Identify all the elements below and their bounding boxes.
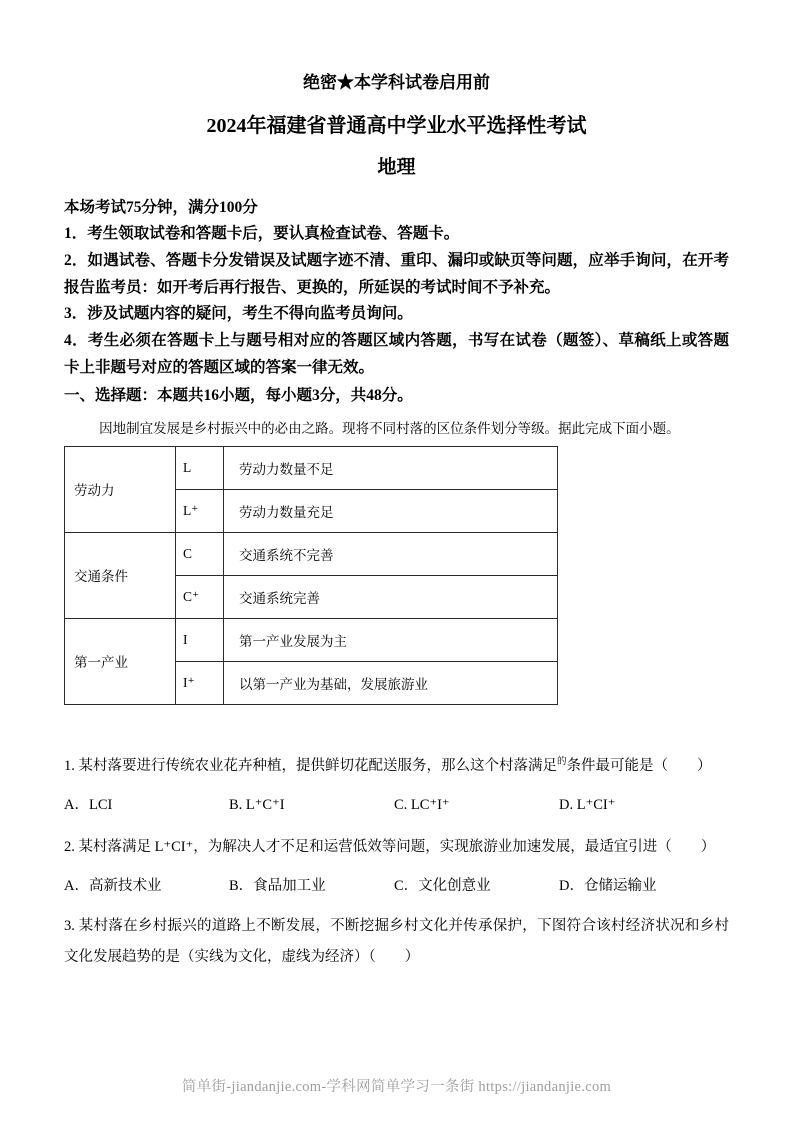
desc-cell: 交通系统完善 [224,575,558,618]
instruction-2: 2．如遇试卷、答题卡分发错误及试题字迹不清、重印、漏印或缺页等问题，应举手询问，在开考报告监考员：如开考后再行报告、更换的，所延误的考试时间不予补充。 [64,252,729,296]
q2-option-b: B．食品加工业 [229,878,326,895]
secrecy-notice: 绝密★本学科试卷启用前 [303,73,490,92]
footer-watermark: 简单街-jiandanjie.com-学科网简单学习一条街 https://jiandanjie.com [181,1079,612,1095]
code-cell: C [176,532,224,575]
table-row [65,532,558,575]
table-row [65,618,558,661]
q1-option-d: D. L⁺CI⁺ [559,797,616,814]
exam-title: 2024年福建省普通高中学业水平选择性考试 [206,115,587,137]
code-cell: I [176,618,224,661]
exam-subject: 地理 [377,157,416,178]
desc-cell: 第一产业发展为主 [224,618,558,661]
condition-grade-table [64,446,558,705]
group-label-transport: 交通条件 [65,532,176,618]
code-cell: I⁺ [176,661,224,704]
code-cell: L [176,446,224,489]
q2-option-a: A．高新技术业 [64,878,162,895]
desc-cell: 交通系统不完善 [224,532,558,575]
desc-cell: 以第一产业为基础，发展旅游业 [224,661,558,704]
q2-option-d: D．仓储运输业 [559,878,657,895]
group-label-primary-industry: 第一产业 [65,618,176,704]
q1-option-c: C. LC⁺I⁺ [394,797,450,814]
instruction-3: 3．涉及试题内容的疑问，考生不得向监考员询问。 [64,305,413,323]
group-label-labor: 劳动力 [65,446,176,532]
section-heading: 一、选择题：本题共16小题，每小题3分，共48分。 [64,387,413,405]
table-row [65,446,558,489]
code-cell: C⁺ [176,575,224,618]
question-2-options [64,874,729,895]
exam-duration-line: 本场考试75分钟，满分100分 [64,199,258,216]
question-intro: 因地制宜发展是乡村振兴中的必由之路。现将不同村落的区位条件划分等级。据此完成下面小题。 [99,420,680,436]
q2-option-c: C．文化创意业 [394,878,491,895]
page-content [0,68,793,974]
instruction-1: 1．考生领取试卷和答题卡后，要认真检查试卷、答题卡。 [64,225,460,243]
question-1-superscript: 的 [557,757,567,768]
question-1-options [64,793,729,814]
desc-cell: 劳动力数量不足 [224,446,558,489]
question-2: 2. 某村落满足 L⁺CI⁺，为解决人才不足和运营低效等问题，实现旅游业加速发展，最适宜引进（ ） [64,839,716,856]
desc-cell: 劳动力数量充足 [224,489,558,532]
question-3: 3. 某村落在乡村振兴的道路上不断发展，不断挖掘乡村文化并传承保护，下图符合该村经济状况和乡村文化发展趋势的是（实线为文化，虚线为经济）（ ） [64,918,729,966]
q1-option-a: A．LCI [64,797,113,814]
question-1-text: 1. 某村落要进行传统农业花卉种植，提供鲜切花配送服务，那么这个村落满足 [64,757,557,774]
q1-option-b: B. L⁺C⁺I [229,797,285,814]
code-cell: L⁺ [176,489,224,532]
instruction-4: 4．考生必须在答题卡上与题号相对应的答题区域内答题，书写在试卷（题签）、草稿纸上或答题卡上非题号对应的答题区域的答案一律无效。 [64,331,729,376]
question-1 [64,755,729,778]
question-1-tail: 条件最可能是（ ） [566,757,712,774]
